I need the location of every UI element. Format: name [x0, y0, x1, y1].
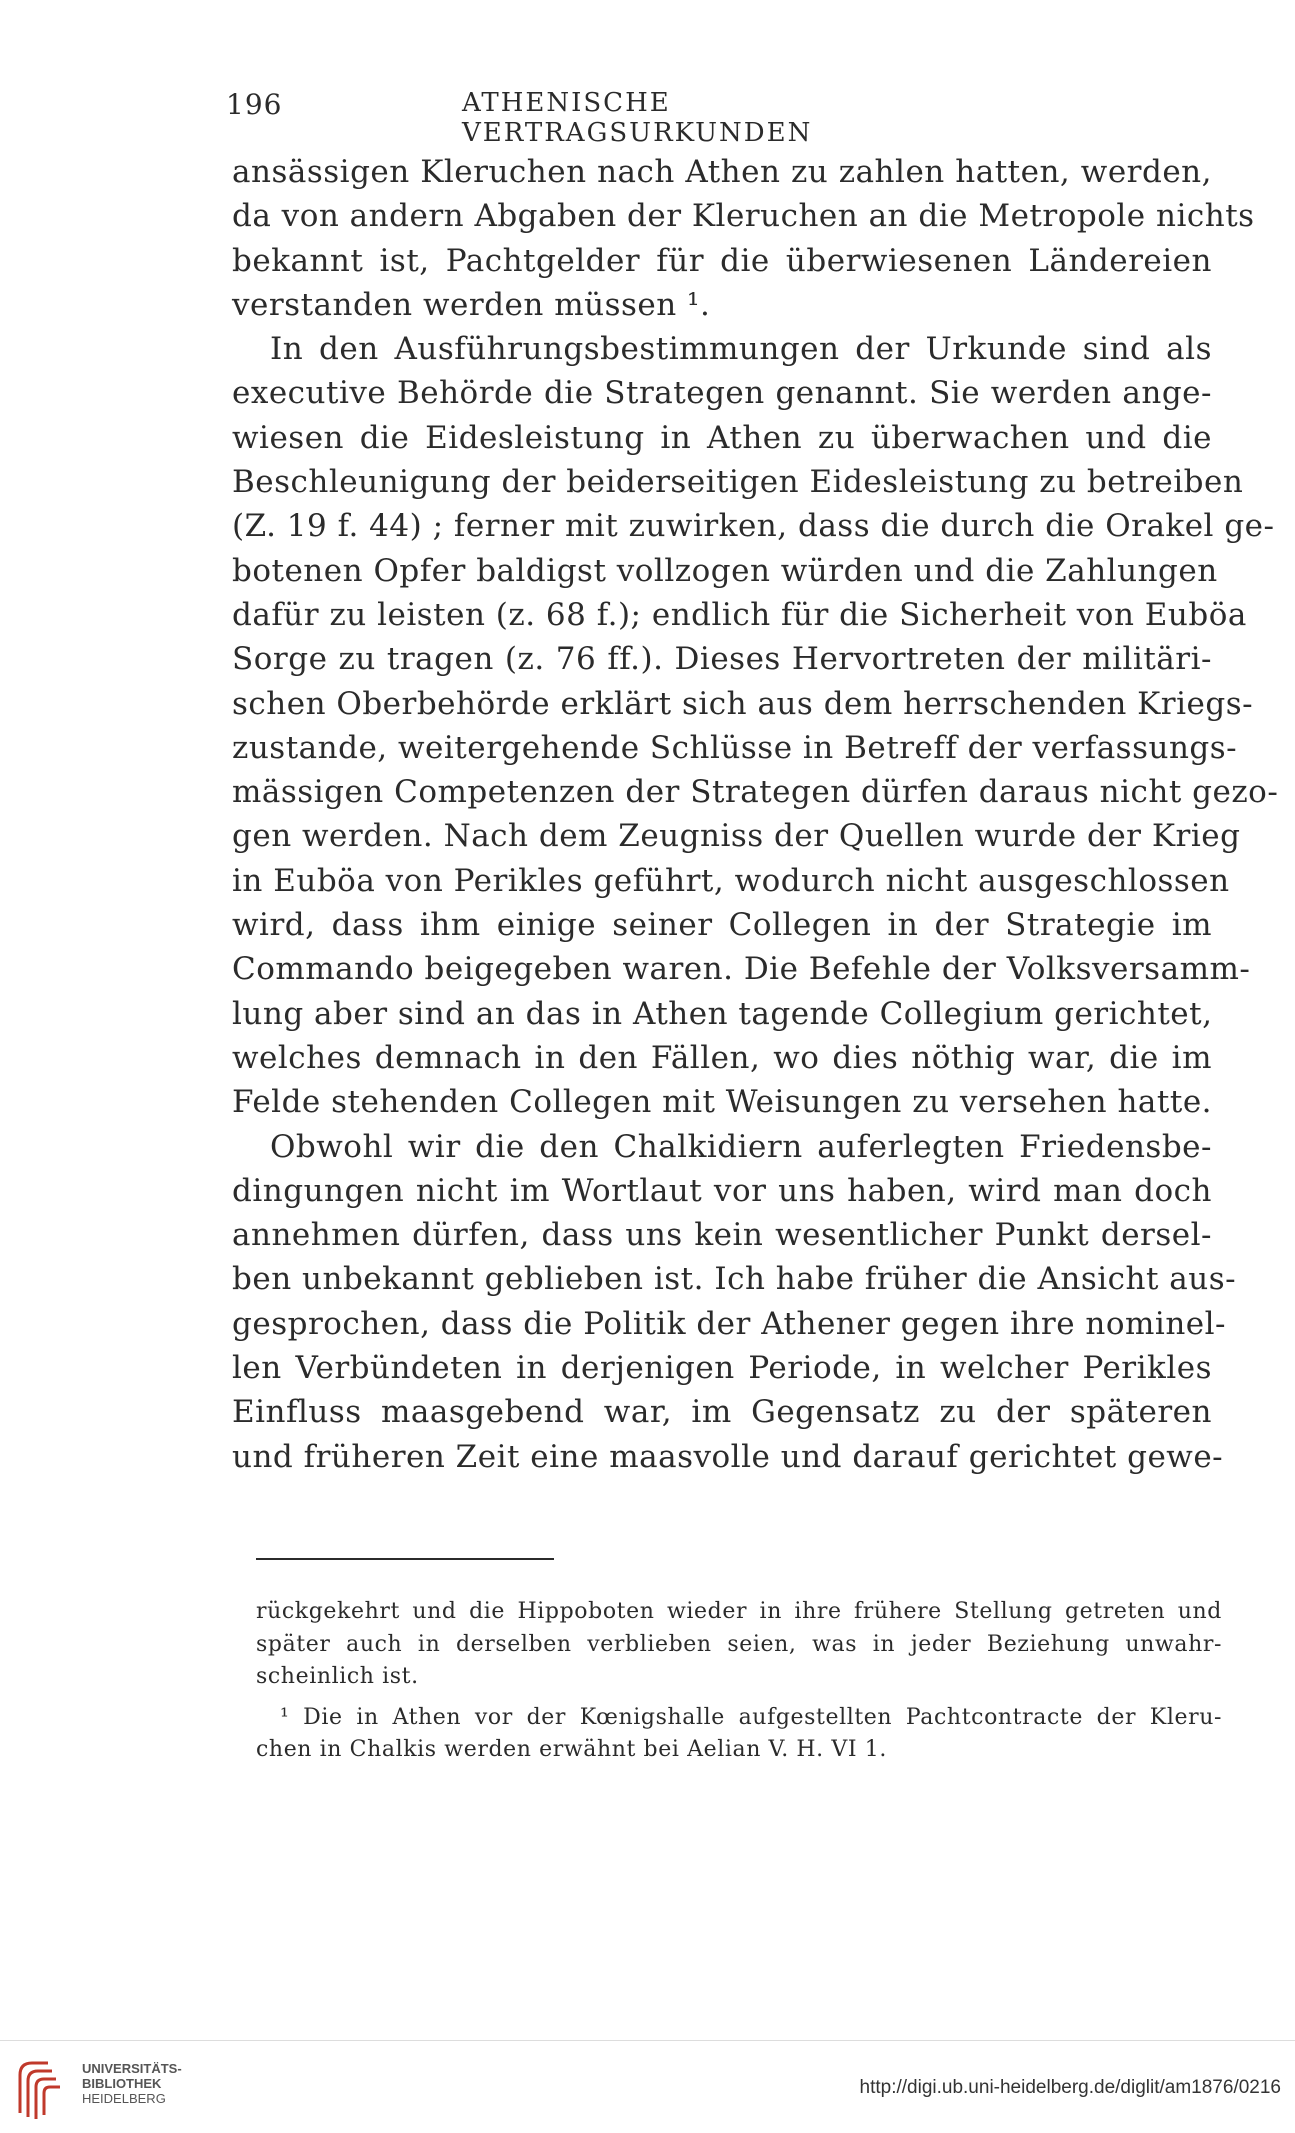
text-line: annehmen dürfen, dass uns kein wesentlicher Punkt dersel-	[232, 1217, 1212, 1254]
library-name-line: BIBLIOTHEK	[82, 2076, 162, 2091]
text-line: in Euböa von Perikles geführt, wodurch nicht ausgeschlossen	[232, 862, 1230, 899]
footnote-line: scheinlich ist.	[256, 1664, 419, 1689]
library-name-line: HEIDELBERG	[82, 2091, 166, 2106]
footnote-line: chen in Chalkis werden erwähnt bei Aelian V. H. VI 1.	[256, 1737, 887, 1762]
library-logo-icon	[12, 2053, 74, 2123]
text-line: len Verbündeten in derjenigen Periode, in welcher Perikles	[232, 1350, 1212, 1387]
text-line: Beschleunigung der beiderseitigen Eidesleistung zu betreiben	[232, 464, 1244, 501]
text-line: lung aber sind an das in Athen tagende Collegium gerichtet,	[232, 995, 1213, 1032]
text-line: gen werden. Nach dem Zeugniss der Quellen wurde der Krieg	[232, 818, 1241, 855]
footnote-line: rückgekehrt und die Hippoboten wieder in ihre frühere Stellung getreten und	[256, 1599, 1222, 1624]
page-header	[214, 82, 1014, 148]
text-line: Commando beigegeben waren. Die Befehle der Volksversamm-	[232, 951, 1251, 988]
running-title: ATHENISCHE VERTRAGSURKUNDEN	[462, 88, 813, 148]
text-line: verstanden werden müssen ¹.	[232, 286, 711, 323]
page-number: 196	[226, 88, 283, 121]
text-line: Felde stehenden Collegen mit Weisungen zu versehen hatte.	[232, 1084, 1213, 1121]
text-line: wird, dass ihm einige seiner Collegen in der Strategie im	[232, 907, 1212, 944]
text-line: dafür zu leisten (z. 68 f.); endlich für die Sicherheit von Euböa	[232, 596, 1247, 633]
text-line: mässigen Competenzen der Strategen dürfen daraus nicht gezo-	[232, 774, 1279, 811]
library-name	[82, 2061, 182, 2106]
text-line: In den Ausführungsbestimmungen der Urkunde sind als	[270, 331, 1212, 368]
text-line: Obwohl wir die den Chalkidiern auferlegten Friedensbe-	[270, 1128, 1212, 1165]
text-line: und früheren Zeit eine maasvolle und darauf gerichtet gewe-	[232, 1438, 1224, 1475]
footnote-line: ¹ Die in Athen vor der Kœnigshalle aufgestellten Pachtcontracte der Kleru-	[280, 1704, 1222, 1730]
library-name-line: UNIVERSITÄTS-	[82, 2061, 182, 2076]
text-line: (Z. 19 f. 44) ; ferner mit zuwirken, dass die durch die Orakel ge-	[232, 508, 1275, 545]
main-text	[232, 150, 1279, 1479]
text-line: wiesen die Eidesleistung in Athen zu überwachen und die	[232, 419, 1212, 456]
source-url-link[interactable]: http://digi.ub.uni-heidelberg.de/diglit/am1876/0216	[859, 2077, 1281, 2098]
text-line: ben unbekannt geblieben ist. Ich habe früher die Ansicht aus-	[232, 1261, 1237, 1298]
footer-bar	[0, 2040, 1295, 2133]
text-line: Sorge zu tragen (z. 76 ff.). Dieses Hervortreten der militäri-	[232, 641, 1212, 678]
text-line: welches demnach in den Fällen, wo dies nöthig war, die im	[232, 1039, 1212, 1076]
footnote-line: später auch in derselben verblieben seien, was in jeder Beziehung unwahr-	[256, 1631, 1222, 1657]
text-line: ansässigen Kleruchen nach Athen zu zahlen hatten, werden,	[232, 154, 1212, 190]
text-line: dingungen nicht im Wortlaut vor uns haben, wird man doch	[232, 1172, 1212, 1209]
text-line: zustande, weitergehende Schlüsse in Betreff der verfassungs-	[232, 729, 1238, 766]
footnote-divider	[256, 1558, 554, 1560]
text-line: schen Oberbehörde erklärt sich aus dem herrschenden Kriegs-	[232, 685, 1254, 722]
text-line: bekannt ist, Pachtgelder für die überwiesenen Ländereien	[232, 242, 1212, 279]
text-line: Einfluss maasgebend war, im Gegensatz zu der späteren	[232, 1394, 1212, 1431]
text-line: executive Behörde die Strategen genannt. Sie werden ange-	[232, 375, 1212, 412]
footnotes	[256, 1596, 1222, 1767]
text-line: gesprochen, dass die Politik der Athener gegen ihre nominel-	[232, 1305, 1227, 1342]
text-line: botenen Opfer baldigst vollzogen würden und die Zahlungen	[232, 552, 1218, 589]
text-line: da von andern Abgaben der Kleruchen an die Metropole nichts	[232, 198, 1255, 235]
